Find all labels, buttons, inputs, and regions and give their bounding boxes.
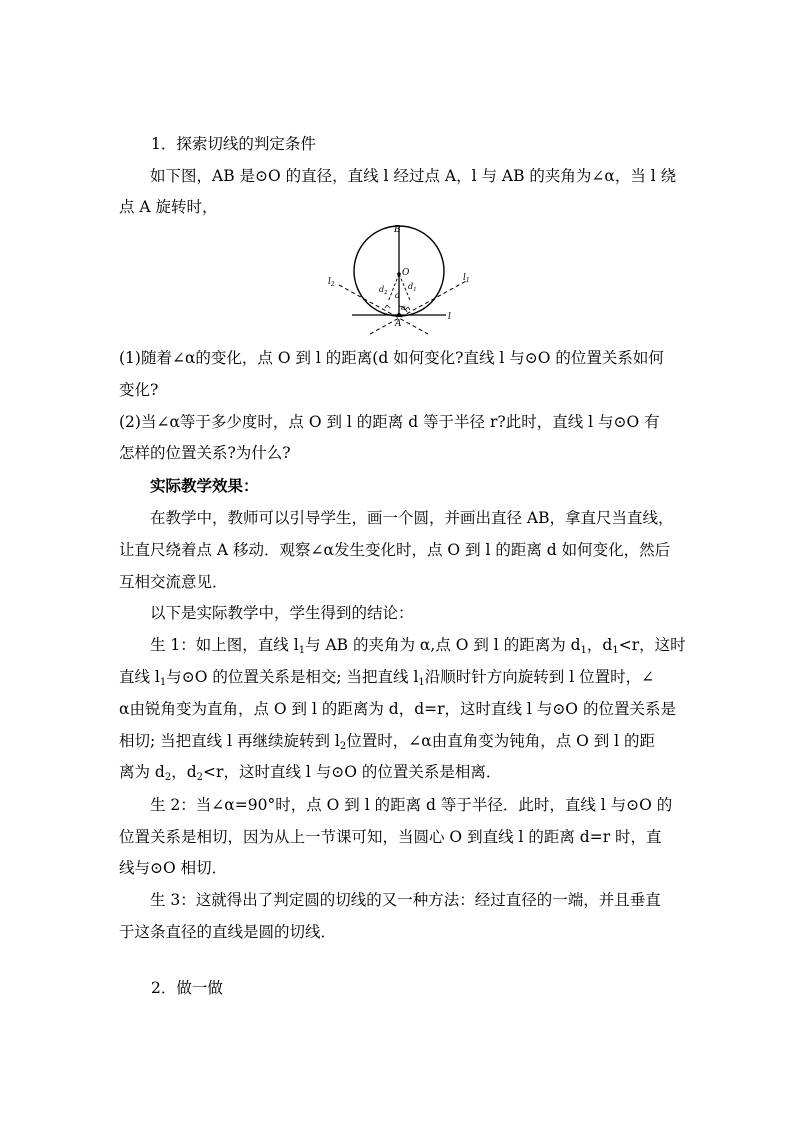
student-1-line-1: 生 1：如上图，直线 $l_1$与 AB 的夹角为 α,点 O 到 l 的距离为 $d_1$，$d_1<r$，这时 (150, 636, 686, 656)
effect-paragraph-2: 以下是实际教学中，学生得到的结论： (150, 604, 414, 622)
point-a (397, 313, 401, 317)
student-1-line-5: 离为 $d_2$，$d_2<r$，这时直线 l 与⊙O 的位置关系是相离． (119, 763, 502, 783)
label-l2: $l_2$ (328, 277, 335, 288)
student-1-line-4: 相切; 当把直线 l 再继续旋转到 $l_2$位置时，∠α由直角变为钝角，点 O 到 l 的距 (119, 732, 656, 752)
center-point-o (397, 272, 401, 276)
student-1-line-3: α由锐角变为直角，点 O 到 l 的距离为 d，d=r，这时直线 l 与⊙O 的位置关系是 (119, 700, 676, 718)
section-2-heading: 2．做一做 (151, 979, 223, 997)
tangent-circle-figure (324, 222, 474, 340)
label-alpha: α (401, 304, 406, 312)
question-1-line-1: (1)随着∠α的变化，点 O 到 l 的距离(d 如何变化?直线 l 与⊙O 的位置关系如何 (119, 349, 664, 367)
label-d2: $d_2$ (379, 285, 388, 296)
label-l1: $l_1$ (463, 273, 470, 284)
question-2-line-1: (2)当∠α等于多少度时，点 O 到 l 的距离 d 等于半径 r?此时，直线 l 与⊙O 有 (119, 413, 660, 431)
section-1-heading: 1．探索切线的判定条件 (151, 135, 316, 153)
student-3-line-2: 于这条直径的直线是圆的切线． (119, 923, 337, 941)
label-b: B (394, 225, 401, 235)
label-d1: $d_1$ (408, 282, 417, 293)
intro-line-2: 点 A 旋转时， (119, 198, 218, 216)
effect-paragraph-1-line-3: 互相交流意见． (119, 573, 228, 591)
student-1-line-2: 直线 $l_1$与⊙O 的位置关系是相交; 当把直线 $l_1$沿顺时针方向旋转到 l 位置时，∠ (119, 668, 655, 688)
student-3-line-1: 生 3：这就得出了判定圆的切线的又一种方法：经过直径的一端，并且垂直 (150, 891, 661, 909)
intro-line-1: 如下图，AB 是⊙O 的直径，直线 l 经过点 A，l 与 AB 的夹角为∠α，当 l 绕 (150, 167, 677, 185)
label-l: l (448, 312, 451, 322)
student-2-line-3: 线与⊙O 相切． (119, 859, 228, 877)
question-1-line-2: 变化? (119, 381, 159, 399)
question-2-line-2: 怎样的位置关系?为什么? (119, 444, 291, 462)
label-o: O (402, 268, 410, 278)
line-l1 (370, 280, 468, 334)
student-2-line-1: 生 2：当∠α=90°时，点 O 到 l 的距离 d 等于半径．此时，直线 l 与⊙O 的 (150, 796, 673, 814)
effect-title: 实际教学效果： (150, 476, 259, 495)
right-angle-mark-2 (385, 305, 390, 308)
effect-paragraph-1-line-1: 在教学中，教师可以引导学生，画一个圆，并画出直径 AB，拿直尺当直线， (150, 509, 674, 527)
right-angle-mark-1 (405, 307, 410, 310)
effect-paragraph-1-line-2: 让直尺绕着点 A 移动．观察∠α发生变化时，点 O 到 l 的距离 d 如何变化，然后 (119, 541, 671, 559)
student-2-line-2: 位置关系是相切，因为从上一节课可知，当圆心 O 到直线 l 的距离 d=r 时，直 (119, 828, 662, 846)
label-a: A (395, 319, 402, 329)
label-d: d (395, 291, 401, 300)
